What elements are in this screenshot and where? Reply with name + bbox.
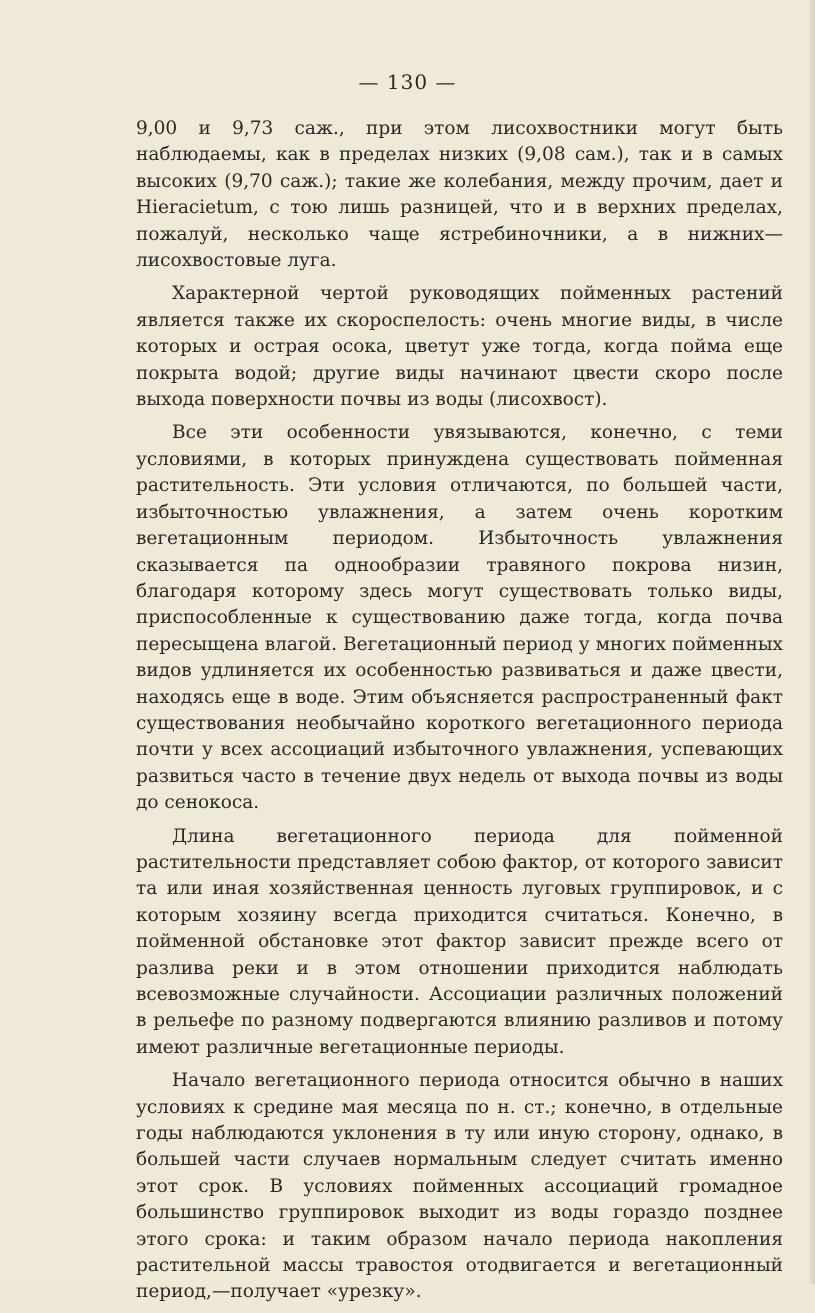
page-number: — 130 — [358,70,457,94]
paragraph-adaptations: Все эти особенности увязываются, конечно, с теми условиями, в которых принуждена существовать пойменная растительность. Эти условия отличаются, по большей части, избыточностью увлажнения, а затем очень коротким вегетационным периодом. Избыточность увлажнения сказывается па однообразии травяного покрова низин, благодаря которому здесь могут существовать только виды, приспособленные к существованию даже тогда, когда почва пересыщена влагой. Вегетационный период у многих пойменных видов удлиняется их особенностью развиваться и даже цвести, находясь еще в воде. Этим объясняется распространенный факт существования необычайно короткого вегетационного периода почти у всех ассоциаций избыточного увлажнения, успевающих развиться часто в течение двух недель от выхода почвы из воды до сенокоса. [136,422,783,814]
page-edge-shadow [809,0,815,1284]
paragraph-continuation: 9,00 и 9,73 саж., при этом лисохвостники могут быть наблюдаемы, как в пределах низких (9,08 сам.), так и в самых высоких (9,70 саж.); такие же колебания, между прочим, дает и Hieracietum, с тою лишь разницей, что и в верхних пределах, пожалуй, несколько чаще ястребиночники, а в нижних—лисохвостовые луга. [136,118,783,272]
paragraph-vegetation-start: Начало вегетационного периода относится обычно в наших условиях к средине мая месяца по н. ст.; конечно, в отдельные годы наблюдаются уклонения в ту или иную сторону, однако, в большей части случаев нормальным следует считать именно этот срок. В условиях пойменных ассоциаций громадное большинство группировок выходит из воды гораздо позднее этого срока: и таким образом начало периода накопления растительной массы травостоя отодвигается и вегетационный период,—получает «урезку». [136,1070,783,1303]
paragraph-vegetation-length: Длина вегетационного периода для пойменной растительности представляет собою фактор, от которого зависит та или иная хозяйственная ценность луговых группировок, и с которым хозяину всегда приходится считаться. Конечно, в пойменной обстановке этот фактор зависит прежде всего от разлива реки и в этом отношении приходится наблюдать всевозможные случайности. Ассоциации различных положений в рельефе по разному подвергаются влиянию разливов и потому имеют различные вегетационные периоды. [136,825,783,1058]
paragraph-early-ripeness: Характерной чертой руководящих пойменных растений является также их скороспелость: очень многие виды, в числе которых и острая осока, цветут уже тогда, когда пойма еще покрыта водой; другие виды начинают цвести скоро после выхода поверхности почвы из воды (лисохвост). [136,283,783,411]
body-text [136,116,783,1313]
